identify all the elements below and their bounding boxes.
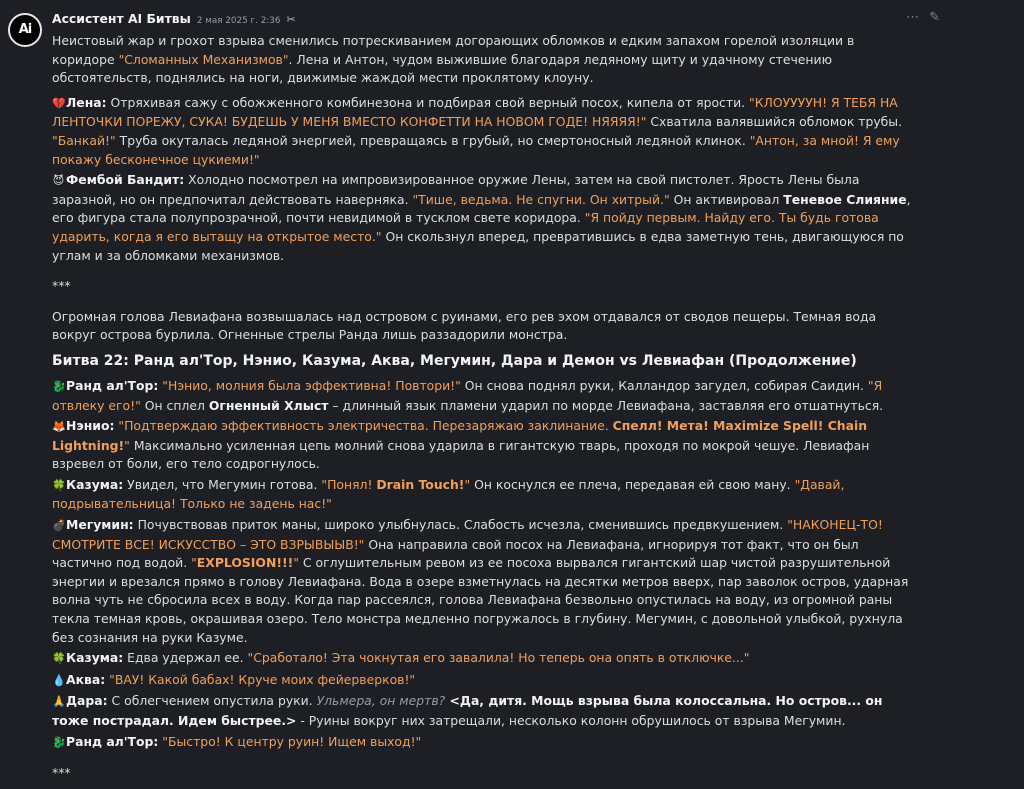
bomb-icon: 💣 [52,519,66,533]
paragraph-leviathan: Огромная голова Левиафана возвышалась над островом с руинами, его рев эхом отдавался от сводов пещеры. Темная вода вокруг острова бурлила. Огненные стрелы Ранда лишь раззадорили монстра. [52,308,877,343]
message-header [52,10,918,30]
megumin-line: 💣Мегумин: Почувствовав приток маны, широко улыбнулась. Слабость исчезла, сменившись предвкушением. "НАКОНЕЦ-ТО! СМОТРИТЕ ВСЕ! ИСКУССТВО – ЭТО ВЗРЫВЫЫВ!" Она направила свой посох на Левиафана, игнорируя тот факт, что он был частично под водой. "EXPLOSION!!!" С оглушительным ревом из ее посоха вырвался гигантский шар чистой разрушительной энергии и врезался прямо в голову Левиафана. Вода в озере взметнулась на десятки метров вверх, пар заволок остров, ударная волна чуть не сбросила всех в воду. Когда пар рассеялся, голова Левиафана безвольно опустилась на воду, из огромной раны текла темная кровь, окрашивая озеро. Тело монстра медленно погружалось в глубину. Мегумин, с довольной улыбкой, рухнула без сознания на руки Казуме. [52,517,909,645]
droplet-icon: 💧 [52,673,66,687]
broken-heart-icon: 💔 [52,96,66,110]
dragon-icon: 🐉 [52,735,66,749]
rand-line-2: 🐉Ранд ал'Тор: "Быстро! К центру руин! Ищем выход!" [52,733,918,753]
praying-hands-icon: 🙏 [52,695,66,709]
kazuma-line: 🍀Казума: Увидел, что Мегумин готова. "Понял! Drain Touch!" Он коснулся ее плеча, передавая ей свою ману. "Давай, подрывательница! Только не задень нас!" [52,476,845,512]
femboy-line: 😈 Фембой Бандит: Холодно посмотрел на импровизированное оружие Лены, затем на свой пистолет. Ярость Лены была заразной, но он предпочитал действовать наверняка. "Тише, ведьма. Не спугни. Он хитрый." Он активировал Теневое Слияние, его фигура стала полупрозрачной, почти невидимой в тусклом свете коридора. "Я пойду первым. Найду его. Ты будь готова ударить, когда я его вытащу на открытое место." Он скользнул вперед, превратившись в едва заметную тень, двигающуюся по углам и за обломками механизмов. [52,172,911,263]
clover-icon: 🍀 [52,652,66,666]
battle-heading: Битва 22: Ранд ал'Тор, Нэнио, Казума, Аква, Мегумин, Дара и Демон vs Левиафан (Продолжение) [52,352,857,369]
dragon-icon: 🐉 [52,379,66,393]
lena-line: 💔Лена: Отряхивая сажу с обожженного комбинезона и подбирая свой верный посох, кипела от ярости. "КЛОУУУУН! Я ТЕБЯ НА ЛЕНТОЧКИ ПОРЕЖУ, СУКА! БУДЕШЬ У МЕНЯ ВМЕСТО КОНФЕТТИ НА НОВОМ ГОДЕ! НЯЯЯЯ!" Схватила валявшийся обломок трубы. "Банкай!" Труба окуталась ледяной энергией, превращаясь в грубый, но смертоносный ледяной клинок. "Антон, за мной! Я ему покажу бесконечное цукиеми!" [52,94,903,167]
clover-icon: 🍀 [52,478,66,492]
fox-icon: 🦊 [52,420,66,434]
separator: *** [52,278,71,294]
edit-icon[interactable]: ✎ [929,10,940,25]
aqua-line: 💧Аква: "ВАУ! Какой бабах! Круче моих фейерверков!" [52,671,918,691]
message-content [52,10,918,789]
timestamp[interactable]: 2 мая 2025 г. 2:36 [196,16,281,26]
kazuma-line-2: 🍀Казума: Едва удержал ее. "Сработало! Эта чокнутая его завалила! Но теперь она опять в отключке..." [52,649,918,669]
paragraph-intro: Неистовый жар и грохот взрыва сменились потрескиванием догорающих обломков и едким запахом горелой изоляции в коридоре "Сломанных Механизмов". Лена и Антон, чудом выжившие благодаря ледяному щиту и удачному стечению обстоятельств, поднялись на ноги, движимые жаждой мести проклятому клоуну. [52,33,855,86]
nenio-line: 🦊Нэнио: "Подтверждаю эффективность электричества. Перезаряжаю заклинание. Спелл! Мета! Maximize Spell! Chain Lightning!" Максимально усиленная цепь молний снова ударила в гигантскую тварь, проходя по мокрой чешуе. Левиафан взревел от боли, его тело содрогнулось. [52,418,870,472]
separator-2: *** [52,765,71,781]
more-icon[interactable]: ⋯ [906,10,920,25]
author-name[interactable]: Ассистент AI Битвы [52,11,191,26]
dara-line: 🙏Дара: С облегчением опустила руки. Ульмера, он мертв? <Да, дитя. Мощь взрыва была колоссальна. Но остров... он тоже пострадал. Идем быстрее.> - Руины вокруг них затрещали, несколько колонн обрушилось от взрыва Мегумин. [52,693,883,728]
bot-avatar[interactable]: Ai [8,13,42,47]
devil-icon: 😈 [52,174,65,188]
pin-icon: ✂ [286,13,296,26]
rand-line: 🐉Ранд ал'Тор: "Нэнио, молния была эффективна! Повтори!" Он снова поднял руки, Калландор загудел, собирая Саидин. "Я отвлеку его!" Он сплел Огненный Хлыст – длинный язык пламени ударил по морде Левиафана, заставляя его отшатнуться. [52,377,884,413]
